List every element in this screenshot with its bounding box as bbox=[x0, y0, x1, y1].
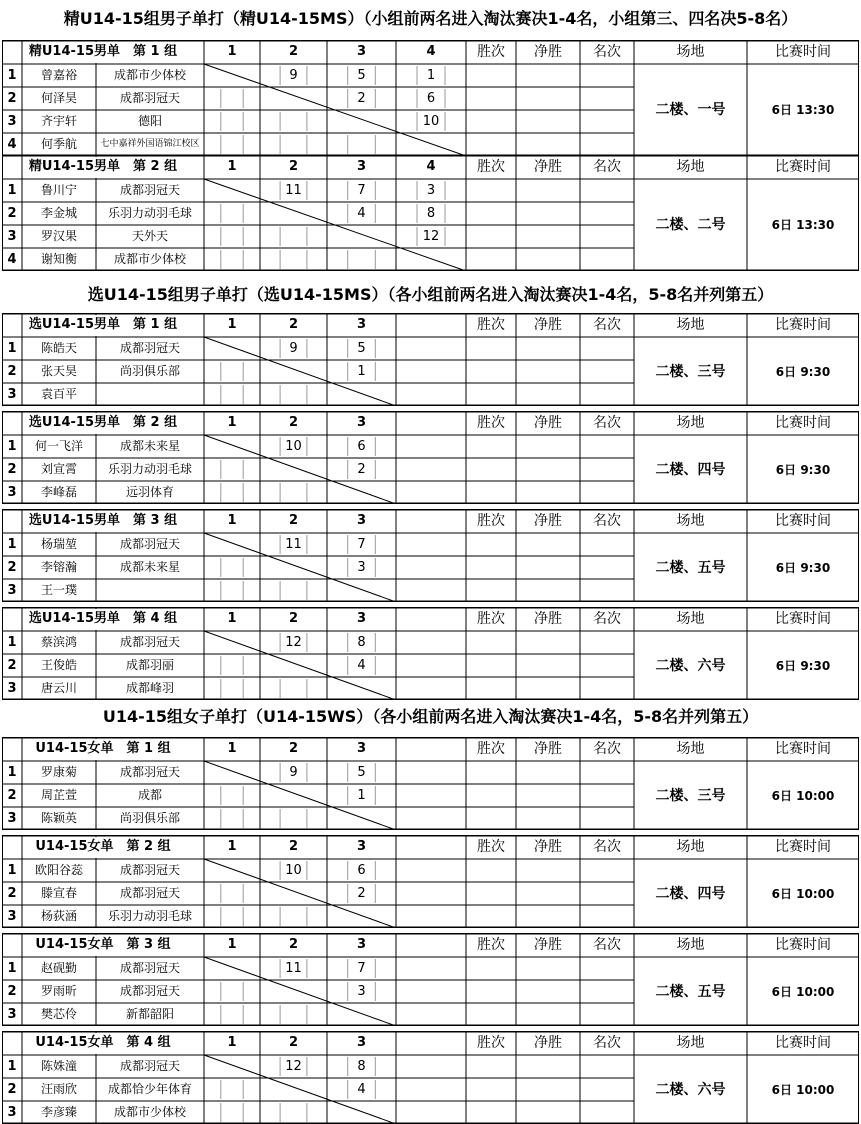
match-number: 8 bbox=[357, 1059, 366, 1074]
match-col-header: 3 bbox=[356, 741, 367, 756]
match-col-header: 1 bbox=[227, 937, 237, 952]
match-number: 7 bbox=[357, 537, 366, 552]
match-number: 5 bbox=[357, 765, 366, 780]
player-club: 成都羽冠天 bbox=[119, 183, 180, 197]
time-value: 6日 10:00 bbox=[771, 984, 835, 999]
player-rank: 3 bbox=[7, 811, 17, 826]
player-rank: 2 bbox=[7, 658, 17, 673]
player-club: 新都韶阳 bbox=[125, 1007, 174, 1021]
player-rank: 3 bbox=[7, 229, 17, 244]
player-club: 成都羽冠天 bbox=[119, 635, 180, 649]
venue-value: 二楼、一号 bbox=[655, 102, 726, 118]
match-number: 4 bbox=[357, 1082, 366, 1097]
col-header-wins: 胜次 bbox=[477, 44, 505, 60]
match-number: 9 bbox=[289, 341, 298, 356]
player-rank: 3 bbox=[7, 114, 17, 129]
match-col-header: 3 bbox=[356, 317, 367, 332]
player-rank: 2 bbox=[7, 91, 17, 106]
match-number: 3 bbox=[357, 984, 366, 999]
player-name: 罗康菊 bbox=[40, 765, 77, 779]
match-col-header: 3 bbox=[356, 937, 367, 952]
match-number: 10 bbox=[285, 863, 302, 878]
time-value: 6日 9:30 bbox=[775, 560, 831, 575]
group-table bbox=[2, 737, 859, 830]
match-col-header: 3 bbox=[356, 611, 367, 626]
player-name: 陈姝潼 bbox=[40, 1059, 77, 1073]
group-table bbox=[2, 155, 859, 271]
player-rank: 1 bbox=[7, 68, 17, 83]
player-rank: 4 bbox=[7, 137, 17, 152]
player-name: 袁百平 bbox=[40, 387, 77, 401]
player-name: 刘宣霄 bbox=[40, 462, 77, 476]
player-club: 成都市少体校 bbox=[113, 252, 186, 266]
col-header-net: 净胜 bbox=[534, 317, 562, 333]
player-name: 李彦臻 bbox=[40, 1105, 77, 1119]
match-col-header: 1 bbox=[227, 611, 237, 626]
match-number: 11 bbox=[285, 183, 302, 198]
match-col-header: 2 bbox=[288, 513, 299, 528]
section-title: 选U14-15组男子单打（选U14-15MS）（各小组前两名进入淘汰赛决1-4名，5-8名并列第五） bbox=[87, 285, 774, 304]
match-col-header: 2 bbox=[288, 159, 299, 174]
col-header-wins: 胜次 bbox=[477, 611, 505, 627]
match-number: 4 bbox=[357, 658, 366, 673]
player-rank: 2 bbox=[7, 206, 17, 221]
col-header-net: 净胜 bbox=[534, 513, 562, 529]
group-label: 精U14-15男单 第 2 组 bbox=[28, 159, 178, 174]
venue-value: 二楼、四号 bbox=[655, 461, 726, 478]
time-value: 6日 10:00 bbox=[771, 1082, 835, 1097]
player-rank: 1 bbox=[7, 863, 17, 878]
time-value: 6日 9:30 bbox=[775, 364, 831, 379]
player-club: 远羽体育 bbox=[125, 485, 174, 499]
col-header-place: 名次 bbox=[593, 839, 621, 855]
venue-value: 二楼、五号 bbox=[655, 983, 726, 1000]
venue-value: 二楼、三号 bbox=[655, 363, 726, 380]
player-name: 滕宣春 bbox=[40, 886, 77, 900]
col-header-place: 名次 bbox=[593, 44, 621, 60]
player-name: 杨荻涵 bbox=[40, 909, 77, 923]
match-col-header: 1 bbox=[227, 44, 237, 59]
player-name: 唐云川 bbox=[40, 681, 77, 695]
player-club: 成都羽冠天 bbox=[119, 765, 180, 779]
player-club: 成都羽丽 bbox=[125, 658, 174, 672]
player-name: 汪雨欣 bbox=[40, 1082, 77, 1096]
venue-value: 二楼、五号 bbox=[655, 559, 726, 576]
col-header-time: 比赛时间 bbox=[775, 159, 831, 175]
player-rank: 3 bbox=[7, 909, 17, 924]
player-club: 成都羽冠天 bbox=[119, 886, 180, 900]
col-header-venue: 场地 bbox=[676, 44, 705, 60]
time-value: 6日 10:00 bbox=[771, 886, 835, 901]
col-header-time: 比赛时间 bbox=[775, 839, 831, 855]
player-name: 赵砚勤 bbox=[40, 961, 77, 975]
player-rank: 3 bbox=[7, 681, 17, 696]
section-title: U14-15组女子单打（U14-15WS）（各小组前两名进入淘汰赛决1-4名，5-8名并列第五） bbox=[102, 707, 759, 726]
group-table bbox=[2, 313, 859, 406]
col-header-wins: 胜次 bbox=[477, 839, 505, 855]
player-name: 杨瑞堃 bbox=[40, 537, 77, 551]
col-header-net: 净胜 bbox=[534, 415, 562, 431]
group-table bbox=[2, 411, 859, 504]
player-rank: 1 bbox=[7, 1059, 17, 1074]
player-name: 何一飞洋 bbox=[34, 439, 83, 453]
player-club: 成都羽冠天 bbox=[119, 863, 180, 877]
col-header-venue: 场地 bbox=[676, 1035, 705, 1051]
match-col-header: 2 bbox=[288, 839, 299, 854]
group-label: U14-15女单 第 2 组 bbox=[35, 839, 171, 854]
col-header-place: 名次 bbox=[593, 937, 621, 953]
player-club: 成都市少体校 bbox=[113, 1105, 186, 1119]
col-header-net: 净胜 bbox=[534, 937, 562, 953]
group-label: U14-15女单 第 1 组 bbox=[35, 741, 171, 756]
player-rank: 2 bbox=[7, 984, 17, 999]
match-col-header: 3 bbox=[356, 839, 367, 854]
group-table bbox=[2, 933, 859, 1026]
col-header-net: 净胜 bbox=[534, 611, 562, 627]
col-header-time: 比赛时间 bbox=[775, 741, 831, 757]
player-name: 何季航 bbox=[40, 137, 77, 151]
player-rank: 3 bbox=[7, 1007, 17, 1022]
player-name: 樊芯伶 bbox=[40, 1007, 77, 1021]
player-name: 鲁川宁 bbox=[40, 183, 77, 197]
time-value: 6日 13:30 bbox=[771, 218, 835, 232]
col-header-venue: 场地 bbox=[676, 937, 705, 953]
venue-value: 二楼、六号 bbox=[655, 1081, 726, 1098]
match-number: 10 bbox=[285, 439, 302, 454]
player-club: 成都恰少年体育 bbox=[107, 1082, 192, 1096]
player-rank: 1 bbox=[7, 439, 17, 454]
match-number: 9 bbox=[289, 68, 298, 83]
match-col-header: 3 bbox=[356, 513, 367, 528]
player-club: 成都未来星 bbox=[119, 439, 180, 453]
player-name: 谢知衡 bbox=[40, 252, 77, 266]
match-number: 5 bbox=[357, 68, 366, 83]
col-header-place: 名次 bbox=[593, 1035, 621, 1051]
player-rank: 2 bbox=[7, 1082, 17, 1097]
col-header-wins: 胜次 bbox=[477, 937, 505, 953]
match-col-header: 4 bbox=[426, 44, 436, 59]
player-rank: 2 bbox=[7, 560, 17, 575]
match-number: 3 bbox=[426, 183, 436, 198]
match-col-header: 2 bbox=[288, 44, 299, 59]
col-header-wins: 胜次 bbox=[477, 1035, 505, 1051]
group-table bbox=[2, 1031, 859, 1124]
player-rank: 3 bbox=[7, 1105, 17, 1120]
player-rank: 3 bbox=[7, 485, 17, 500]
player-club: 成都峰羽 bbox=[125, 681, 174, 695]
match-number: 2 bbox=[357, 886, 366, 901]
col-header-time: 比赛时间 bbox=[775, 937, 831, 953]
group-label: 选U14-15男单 第 1 组 bbox=[28, 317, 178, 332]
group-table bbox=[2, 607, 859, 700]
player-rank: 3 bbox=[7, 583, 17, 598]
venue-value: 二楼、二号 bbox=[655, 217, 726, 233]
section-title: 精U14-15组男子单打（精U14-15MS）（小组前两名进入淘汰赛决1-4名，小组第三、四名决5-8名） bbox=[63, 9, 798, 28]
match-number: 1 bbox=[426, 68, 436, 83]
col-header-net: 净胜 bbox=[534, 44, 562, 60]
player-club: 尚羽俱乐部 bbox=[119, 811, 180, 825]
player-name: 王一璞 bbox=[40, 583, 77, 597]
match-number: 11 bbox=[285, 537, 302, 552]
player-name: 周芷萱 bbox=[40, 788, 77, 802]
match-number: 9 bbox=[289, 765, 298, 780]
col-header-venue: 场地 bbox=[676, 839, 705, 855]
player-club: 乐羽力动羽毛球 bbox=[107, 909, 192, 923]
match-number: 8 bbox=[426, 206, 436, 221]
time-value: 6日 13:30 bbox=[771, 103, 835, 117]
col-header-time: 比赛时间 bbox=[775, 44, 831, 60]
match-col-header: 3 bbox=[356, 44, 367, 59]
match-col-header: 4 bbox=[426, 159, 436, 174]
player-club: 尚羽俱乐部 bbox=[119, 364, 180, 378]
match-number: 12 bbox=[422, 229, 440, 244]
player-rank: 1 bbox=[7, 765, 17, 780]
match-number: 1 bbox=[357, 364, 366, 379]
player-club: 乐羽力动羽毛球 bbox=[107, 206, 192, 220]
col-header-venue: 场地 bbox=[676, 317, 705, 333]
match-col-header: 1 bbox=[227, 1035, 237, 1050]
time-value: 6日 10:00 bbox=[771, 788, 835, 803]
player-rank: 1 bbox=[7, 635, 17, 650]
match-col-header: 2 bbox=[288, 937, 299, 952]
match-number: 12 bbox=[285, 1059, 302, 1074]
col-header-place: 名次 bbox=[593, 611, 621, 627]
group-label: 选U14-15男单 第 2 组 bbox=[28, 415, 178, 430]
match-number: 6 bbox=[426, 91, 436, 106]
match-col-header: 1 bbox=[227, 317, 237, 332]
match-number: 7 bbox=[357, 183, 366, 198]
match-col-header: 3 bbox=[356, 415, 367, 430]
match-number: 8 bbox=[357, 635, 366, 650]
match-number: 6 bbox=[357, 439, 366, 454]
match-number: 3 bbox=[357, 560, 366, 575]
player-rank: 2 bbox=[7, 462, 17, 477]
col-header-venue: 场地 bbox=[676, 611, 705, 627]
player-club: 成都羽冠天 bbox=[119, 984, 180, 998]
col-header-venue: 场地 bbox=[676, 741, 705, 757]
group-label: U14-15女单 第 3 组 bbox=[35, 937, 171, 952]
venue-value: 二楼、六号 bbox=[655, 657, 726, 674]
col-header-place: 名次 bbox=[593, 415, 621, 431]
col-header-net: 净胜 bbox=[534, 159, 562, 175]
match-col-header: 2 bbox=[288, 415, 299, 430]
player-club: 七中嘉祥外国语锦江校区 bbox=[100, 139, 200, 149]
match-col-header: 2 bbox=[288, 1035, 299, 1050]
col-header-time: 比赛时间 bbox=[775, 415, 831, 431]
venue-value: 二楼、四号 bbox=[655, 885, 726, 902]
player-club: 成都羽冠天 bbox=[119, 537, 180, 551]
match-col-header: 1 bbox=[227, 415, 237, 430]
col-header-place: 名次 bbox=[593, 741, 621, 757]
player-name: 蔡滨鸿 bbox=[40, 635, 77, 649]
player-rank: 1 bbox=[7, 537, 17, 552]
match-number: 10 bbox=[422, 114, 440, 129]
col-header-venue: 场地 bbox=[676, 159, 705, 175]
player-rank: 4 bbox=[7, 252, 17, 267]
col-header-venue: 场地 bbox=[676, 513, 705, 529]
col-header-time: 比赛时间 bbox=[775, 317, 831, 333]
match-col-header: 2 bbox=[288, 611, 299, 626]
col-header-wins: 胜次 bbox=[477, 317, 505, 333]
match-number: 5 bbox=[357, 341, 366, 356]
col-header-net: 净胜 bbox=[534, 1035, 562, 1051]
player-rank: 1 bbox=[7, 183, 17, 198]
match-number: 1 bbox=[357, 788, 366, 803]
venue-value: 二楼、三号 bbox=[655, 787, 726, 804]
col-header-place: 名次 bbox=[593, 513, 621, 529]
match-col-header: 1 bbox=[227, 741, 237, 756]
match-col-header: 3 bbox=[356, 1035, 367, 1050]
match-col-header: 1 bbox=[227, 159, 237, 174]
player-rank: 2 bbox=[7, 886, 17, 901]
player-club: 成都羽冠天 bbox=[119, 91, 180, 105]
player-name: 陈皓天 bbox=[40, 341, 77, 355]
group-label: 选U14-15男单 第 4 组 bbox=[28, 611, 178, 626]
col-header-place: 名次 bbox=[593, 317, 621, 333]
player-club: 乐羽力动羽毛球 bbox=[107, 462, 192, 476]
player-club: 成都羽冠天 bbox=[119, 341, 180, 355]
match-number: 12 bbox=[285, 635, 302, 650]
match-col-header: 2 bbox=[288, 317, 299, 332]
player-club: 德阳 bbox=[137, 114, 162, 128]
player-name: 何泽昊 bbox=[40, 91, 77, 105]
player-name: 张天昊 bbox=[40, 364, 77, 378]
col-header-wins: 胜次 bbox=[477, 513, 505, 529]
match-col-header: 2 bbox=[288, 741, 299, 756]
player-club: 成都市少体校 bbox=[113, 68, 186, 82]
player-rank: 2 bbox=[7, 364, 17, 379]
match-number: 6 bbox=[357, 863, 366, 878]
player-name: 陈颖英 bbox=[40, 811, 77, 825]
time-value: 6日 9:30 bbox=[775, 462, 831, 477]
match-col-header: 3 bbox=[356, 159, 367, 174]
player-name: 曾嘉裕 bbox=[40, 68, 77, 82]
group-label: 选U14-15男单 第 3 组 bbox=[28, 513, 178, 528]
time-value: 6日 9:30 bbox=[775, 658, 831, 673]
player-name: 王俊皓 bbox=[40, 658, 77, 672]
player-club: 成都 bbox=[137, 788, 162, 802]
col-header-net: 净胜 bbox=[534, 741, 562, 757]
col-header-time: 比赛时间 bbox=[775, 1035, 831, 1051]
player-rank: 3 bbox=[7, 387, 17, 402]
player-name: 罗雨昕 bbox=[40, 984, 77, 998]
player-name: 李镕瀚 bbox=[40, 560, 77, 574]
player-club: 成都羽冠天 bbox=[119, 1059, 180, 1073]
player-name: 齐宇轩 bbox=[40, 114, 77, 128]
group-table bbox=[2, 509, 859, 602]
match-number: 2 bbox=[357, 462, 366, 477]
player-rank: 1 bbox=[7, 341, 17, 356]
match-number: 2 bbox=[357, 91, 366, 106]
group-table bbox=[2, 40, 859, 156]
col-header-wins: 胜次 bbox=[477, 159, 505, 175]
player-club: 成都羽冠天 bbox=[119, 961, 180, 975]
col-header-venue: 场地 bbox=[676, 415, 705, 431]
match-number: 7 bbox=[357, 961, 366, 976]
player-name: 李金城 bbox=[40, 206, 77, 220]
player-club: 天外天 bbox=[131, 229, 168, 243]
group-table bbox=[2, 835, 859, 928]
player-club: 成都未来星 bbox=[119, 560, 180, 574]
col-header-net: 净胜 bbox=[534, 839, 562, 855]
player-name: 罗汉果 bbox=[40, 229, 77, 243]
col-header-wins: 胜次 bbox=[477, 415, 505, 431]
match-col-header: 1 bbox=[227, 513, 237, 528]
player-rank: 1 bbox=[7, 961, 17, 976]
match-number: 11 bbox=[285, 961, 302, 976]
col-header-place: 名次 bbox=[593, 159, 621, 175]
group-label: U14-15女单 第 4 组 bbox=[35, 1035, 171, 1050]
player-name: 欧阳谷蕊 bbox=[34, 863, 83, 877]
match-col-header: 1 bbox=[227, 839, 237, 854]
player-rank: 2 bbox=[7, 788, 17, 803]
match-number: 4 bbox=[357, 206, 366, 221]
player-name: 李峰磊 bbox=[40, 485, 77, 499]
col-header-wins: 胜次 bbox=[477, 741, 505, 757]
col-header-time: 比赛时间 bbox=[775, 611, 831, 627]
group-label: 精U14-15男单 第 1 组 bbox=[28, 44, 178, 59]
col-header-time: 比赛时间 bbox=[775, 513, 831, 529]
